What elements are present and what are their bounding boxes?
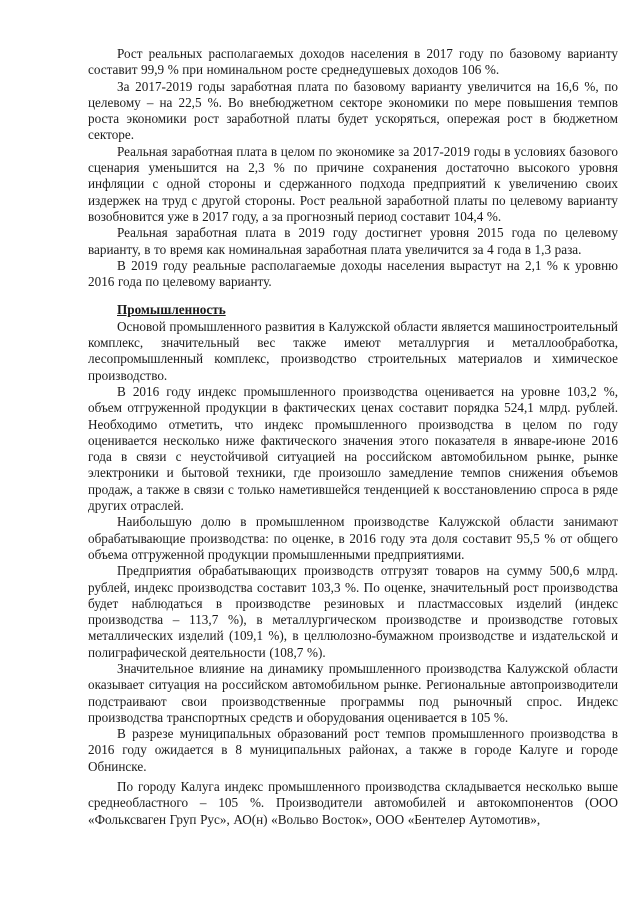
paragraph-real-income: Рост реальных располагаемых доходов населения в 2017 году по базовому варианту составит 99,9 % при номинальном росте среднедушевых доходов 106 %. bbox=[88, 46, 618, 78]
paragraph-industry-base: Основой промышленного развития в Калужской области является машиностроительный комплекс, значительный вес также имеют металлургия и металлообработка, лесопромышленный комплекс, производство строительных материалов и химическое производство. bbox=[88, 318, 618, 383]
paragraph-wages-growth: За 2017-2019 годы заработная плата по базовому варианту увеличится на 16,6 %, по целевому – на 22,5 %. Во внебюджетном секторе экономики по мере повышения темпов роста экономики рост заработной платы будет ускоряться, опережая рост в бюджетном секторе. bbox=[88, 78, 618, 143]
paragraph-real-wages-decline: Реальная заработная плата в целом по экономике за 2017-2019 годы в условиях базового сценария уменьшится на 2,3 % по причине сохранения достаточно высокого уровня инфляции с одной стороны и сдержанного подхода предприятий к увеличению своих издержек на труд с другой стороны. Рост реальной заработной платы по целевому варианту возобновится уже в 2017 году, а за прогнозный период составит 104,4 %. bbox=[88, 143, 618, 224]
paragraph-kaluga-city: По городу Калуга индекс промышленного производства складывается несколько выше среднеобластного – 105 %. Производители автомобилей и автокомпонентов (ООО «Фольксваген Груп Рус», АО(н) «Вольво Восток», ООО «Бентелер Аутомотив», bbox=[88, 779, 618, 827]
paragraph-real-wages-2019: Реальная заработная плата в 2019 году достигнет уровня 2015 года по целевому варианту, в то время как номинальная заработная плата увеличится за 4 года в 1,3 раза. bbox=[88, 225, 618, 257]
section-heading-industry: Промышленность bbox=[117, 302, 226, 318]
paragraph-manufacturing-output: Предприятия обрабатывающих производств отгрузят товаров на сумму 500,6 млрд. рублей, индекс производства составит 103,3 %. По оценке, значительный рост производства будет наблюдаться в производстве резиновых и пластмассовых изделий (индекс производства – 113,7 %), в металлургическом производстве и производстве готовых металлических изделий (109,1 %), в целлюлозно-бумажном производстве и издательской и полиграфической деятельности (108,7 %). bbox=[88, 563, 618, 660]
paragraph-auto-market: Значительное влияние на динамику промышленного производства Калужской области оказывает ситуация на российском автомобильном рынке. Региональные автопроизводители подстраивают свои производственные программы под рыночный спрос. Индекс производства транспортных средств и оборудования оценивается в 105 %. bbox=[88, 660, 618, 725]
paragraph-manufacturing-share: Наибольшую долю в промышленном производстве Калужской области занимают обрабатывающие производства: по оценке, в 2016 году эта доля составит 95,5 % от общего объема отгруженной продукции промышленными предприятиями. bbox=[88, 514, 618, 562]
paragraph-industry-index-2016: В 2016 году индекс промышленного производства оценивается на уровне 103,2 %, объем отгруженной продукции в фактических ценах составит порядка 524,1 млрд. рублей. Необходимо отметить, что индекс промышленного производства в целом по году оценивается несколько ниже фактического значения этого показателя в январе-июне 2016 года в связи с неустойчивой ситуацией на российском автомобильном рынке, рынке электроники и бытовой техники, где произошло замедление темпов снижения объемов продаж, а также в связи с только наметившейся тенденцией к восстановлению спроса в ряде других отраслей. bbox=[88, 383, 618, 514]
paragraph-municipalities: В разрезе муниципальных образований рост темпов промышленного производства в 2016 году ожидается в 8 муниципальных районах, а также в городе Калуге и городе Обнинске. bbox=[88, 726, 618, 774]
paragraph-income-2019: В 2019 году реальные располагаемые доходы населения вырастут на 2,1 % к уровню 2016 года по целевому варианту. bbox=[88, 257, 618, 290]
